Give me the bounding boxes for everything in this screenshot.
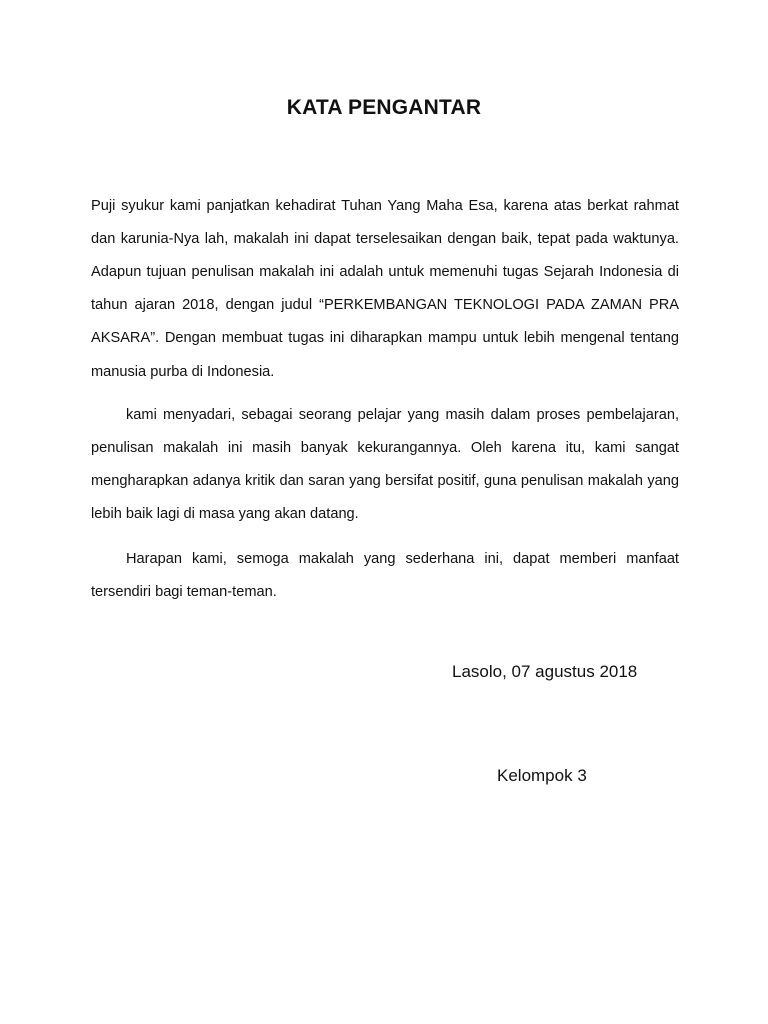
paragraph-1: Puji syukur kami panjatkan kehadirat Tuhan Yang Maha Esa, karena atas berkat rahmat dan karunia-Nya lah, makalah ini dapat terselesaikan dengan baik, tepat pada waktunya. Adapun tujuan penulisan makalah ini adalah untuk memenuhi tugas Sejarah Indonesia di tahun ajaran 2018, dengan judul “PERKEMBANGAN TEKNOLOGI PADA ZAMAN PRA AKSARA”. Dengan membuat tugas ini diharapkan mampu untuk lebih mengenal tentang manusia purba di Indonesia. [91,197,679,380]
place-date: Lasolo, 07 agustus 2018 [452,662,638,681]
signature: Kelompok 3 [497,766,587,785]
paragraph-3: Harapan kami, semoga makalah yang sederhana ini, dapat memberi manfaat tersendiri bagi teman-teman. [91,550,679,600]
document-title: KATA PENGANTAR [286,96,482,119]
paragraph-2: kami menyadari, sebagai seorang pelajar yang masih dalam proses pembelajaran, penulisan makalah ini masih banyak kekurangannya. Oleh karena itu, kami sangat mengharapkan adanya kritik dan saran yang bersifat positif, guna penulisan makalah yang lebih baik lagi di masa yang akan datang. [91,406,679,523]
